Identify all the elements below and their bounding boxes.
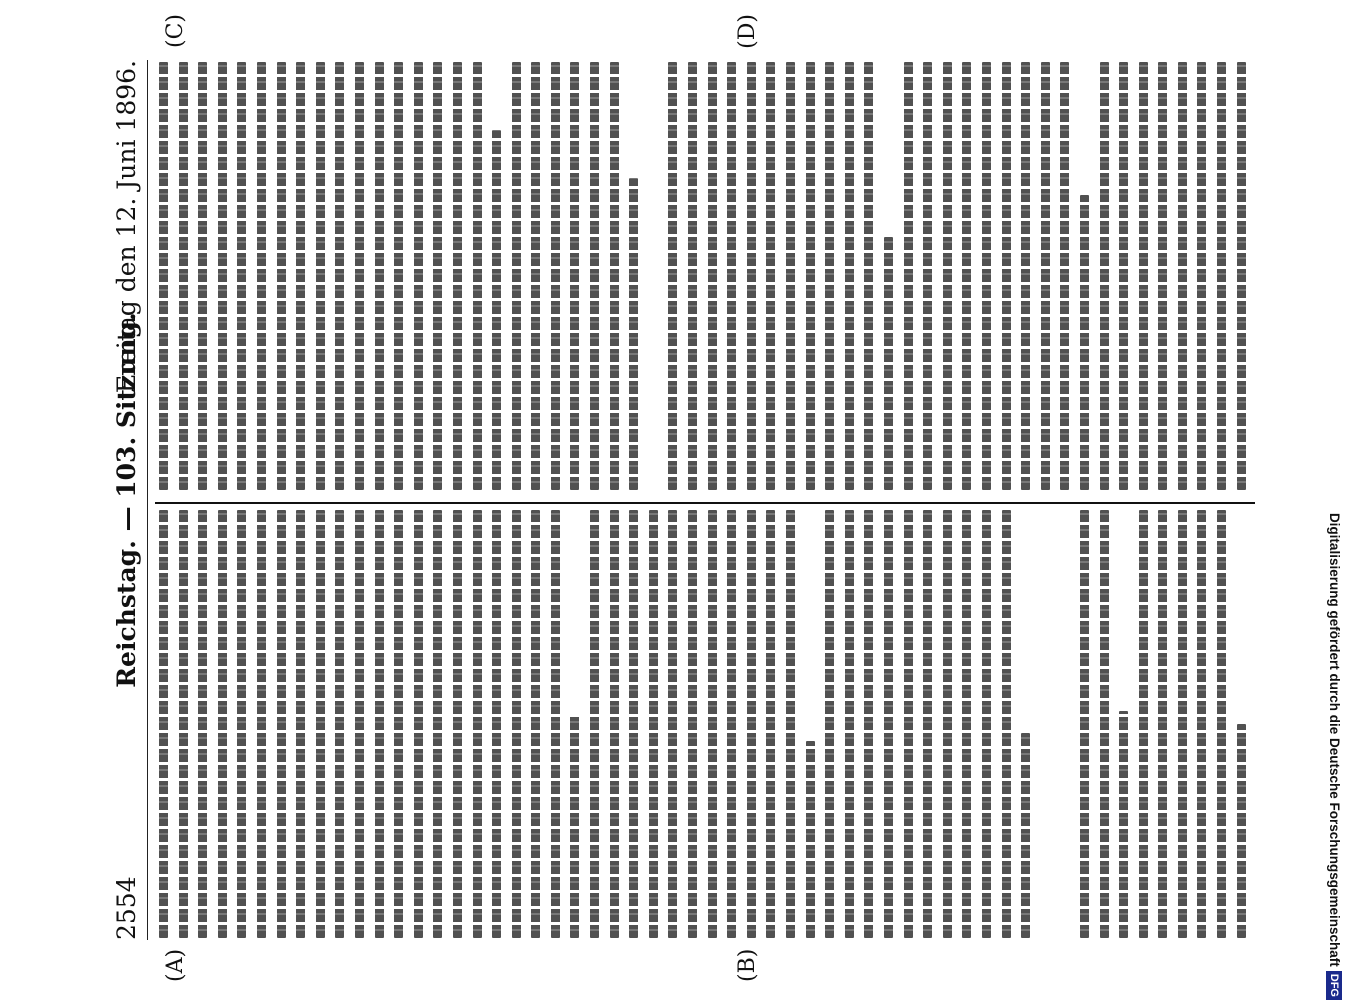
text-line xyxy=(414,62,423,490)
text-line xyxy=(1217,62,1226,490)
text-line xyxy=(492,130,501,490)
text-line xyxy=(688,62,697,490)
text-line xyxy=(492,510,501,938)
text-line xyxy=(237,62,246,490)
scanned-page xyxy=(95,0,1305,1000)
text-line xyxy=(806,741,815,938)
text-line xyxy=(923,510,932,938)
text-line xyxy=(335,62,344,490)
text-line xyxy=(1080,195,1089,490)
text-line xyxy=(1080,510,1089,938)
text-line xyxy=(355,62,364,490)
text-line xyxy=(1217,510,1226,938)
text-line xyxy=(570,715,579,938)
text-line xyxy=(1100,62,1109,490)
text-line xyxy=(982,510,991,938)
text-line xyxy=(159,62,168,490)
digitization-note xyxy=(1316,0,1352,1000)
text-line xyxy=(629,178,638,490)
text-line xyxy=(825,510,834,938)
text-line xyxy=(590,510,599,938)
text-line xyxy=(923,62,932,490)
text-line xyxy=(316,62,325,490)
text-line xyxy=(375,510,384,938)
text-line xyxy=(727,62,736,490)
text-line xyxy=(296,62,305,490)
text-line xyxy=(473,510,482,938)
text-line xyxy=(257,62,266,490)
text-line xyxy=(688,510,697,938)
text-line xyxy=(668,62,677,490)
text-line xyxy=(884,510,893,938)
text-line xyxy=(962,510,971,938)
text-line xyxy=(453,62,462,490)
running-head xyxy=(101,60,148,940)
text-line xyxy=(864,62,873,490)
text-line xyxy=(766,62,775,490)
text-line xyxy=(453,510,462,938)
text-line xyxy=(786,62,795,490)
text-line xyxy=(668,510,677,938)
text-line xyxy=(943,510,952,938)
text-line xyxy=(237,510,246,938)
text-line xyxy=(414,510,423,938)
text-line xyxy=(1178,62,1187,490)
text-line xyxy=(1197,62,1206,490)
text-line xyxy=(1002,510,1011,938)
text-line xyxy=(649,510,658,938)
text-line xyxy=(531,62,540,490)
text-line xyxy=(316,510,325,938)
text-line xyxy=(1237,62,1246,490)
text-line xyxy=(982,62,991,490)
text-line xyxy=(512,510,521,938)
text-line xyxy=(806,62,815,490)
text-line xyxy=(1197,510,1206,938)
text-line xyxy=(1119,711,1128,938)
session-title: Reichstag. — 103. Sitzung. xyxy=(112,312,141,688)
text-line xyxy=(864,510,873,938)
text-line xyxy=(1100,510,1109,938)
text-line xyxy=(198,62,207,490)
text-line xyxy=(1119,62,1128,490)
text-line xyxy=(610,510,619,938)
text-line xyxy=(179,62,188,490)
text-line xyxy=(296,510,305,938)
margin-marker-c: (C) xyxy=(163,14,188,48)
text-line xyxy=(277,62,286,490)
text-column-right xyxy=(159,62,1249,490)
funding-text: Digitalisierung gefördert durch die Deutsche Forschungsgemeinschaft xyxy=(1327,512,1342,967)
text-line xyxy=(747,510,756,938)
text-line xyxy=(218,510,227,938)
text-line xyxy=(335,510,344,938)
dfg-logo: DFG xyxy=(1326,971,1342,1000)
text-line xyxy=(904,62,913,490)
text-line xyxy=(433,510,442,938)
column-divider xyxy=(155,502,1255,504)
text-line xyxy=(394,62,403,490)
text-line xyxy=(1041,62,1050,490)
text-line xyxy=(786,510,795,938)
text-line xyxy=(708,510,717,938)
text-line xyxy=(1021,62,1030,490)
text-line xyxy=(845,62,854,490)
text-line xyxy=(1139,510,1148,938)
text-line xyxy=(473,62,482,490)
text-line xyxy=(629,510,638,938)
text-line xyxy=(649,62,658,490)
text-line xyxy=(727,510,736,938)
text-line xyxy=(570,62,579,490)
text-line xyxy=(551,510,560,938)
text-line xyxy=(845,510,854,938)
text-line xyxy=(1158,510,1167,938)
text-line xyxy=(943,62,952,490)
text-line xyxy=(962,62,971,490)
text-line xyxy=(257,510,266,938)
text-line xyxy=(277,510,286,938)
margin-marker-d: (D) xyxy=(735,14,760,49)
text-line xyxy=(1060,62,1069,490)
funding-line xyxy=(1316,0,1352,1000)
text-line xyxy=(1021,733,1030,938)
page-number: 2554 xyxy=(112,876,141,940)
text-line xyxy=(159,510,168,938)
text-line xyxy=(610,62,619,490)
text-line xyxy=(433,62,442,490)
text-line xyxy=(512,62,521,490)
text-line xyxy=(904,510,913,938)
text-line xyxy=(179,510,188,938)
text-line xyxy=(198,510,207,938)
margin-marker-b: (B) xyxy=(735,948,760,982)
text-line xyxy=(884,237,893,490)
text-line xyxy=(747,62,756,490)
text-column-left xyxy=(159,510,1249,938)
text-line xyxy=(708,62,717,490)
text-line xyxy=(1041,510,1050,938)
text-line xyxy=(1237,724,1246,938)
text-line xyxy=(1002,62,1011,490)
text-line xyxy=(1139,62,1148,490)
text-line xyxy=(375,62,384,490)
text-line xyxy=(394,510,403,938)
text-line xyxy=(1158,62,1167,490)
session-date: Freitag den 12. Juni 1896. xyxy=(112,60,141,394)
text-line xyxy=(551,62,560,490)
text-line xyxy=(825,62,834,490)
text-line xyxy=(1060,510,1069,938)
text-line xyxy=(1178,510,1187,938)
text-line xyxy=(218,62,227,490)
margin-marker-a: (A) xyxy=(163,948,188,982)
text-line xyxy=(590,62,599,490)
text-line xyxy=(766,510,775,938)
text-line xyxy=(355,510,364,938)
text-line xyxy=(531,510,540,938)
